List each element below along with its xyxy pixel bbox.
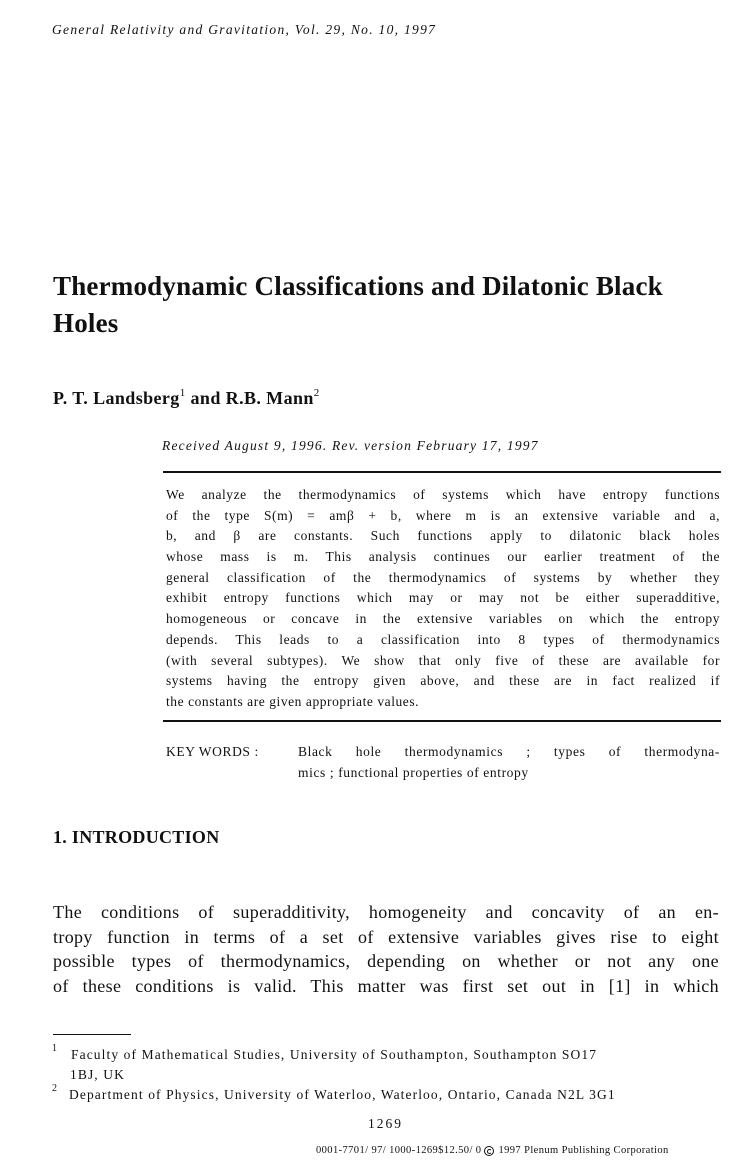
body-line: possible types of thermodynamics, depending on whether or not any one bbox=[53, 951, 719, 971]
abstract-top-rule bbox=[163, 471, 721, 473]
body-text bbox=[53, 900, 719, 998]
footnote-text: Department of Physics, University of Waterloo, Waterloo, Ontario, Canada N2L 3G1 bbox=[69, 1087, 616, 1102]
footnote-rule bbox=[53, 1034, 131, 1035]
abstract-bottom-rule bbox=[163, 720, 721, 722]
abstract-line: depends. This leads to a classification into 8 types of thermodynamics bbox=[166, 631, 720, 647]
body-line: of these conditions is valid. This matter was first set out in [1] in which bbox=[53, 975, 719, 996]
author-name: P. T. Landsberg bbox=[53, 388, 180, 408]
copyright-icon bbox=[484, 1146, 494, 1156]
publisher: 1997 Plenum Publishing Corporation bbox=[498, 1145, 669, 1156]
journal-citation: General Relativity and Gravitation, Vol. 29, No. 10, 1997 bbox=[52, 22, 437, 37]
article-title: Thermodynamic Classifications and Dilatonic Black Holes bbox=[53, 271, 663, 338]
page-number: 1269 bbox=[368, 1116, 403, 1131]
author-joiner: and bbox=[190, 388, 221, 408]
author-line bbox=[53, 388, 320, 409]
copyright-line bbox=[316, 1145, 669, 1156]
affiliation-mark: 1 bbox=[179, 387, 186, 399]
footnote-mark: 1 bbox=[52, 1043, 59, 1054]
abstract-line: of the type S(m) = amβ + b, where m is an extensive variable and a, bbox=[166, 507, 720, 523]
affiliation-mark: 2 bbox=[313, 387, 320, 399]
abstract-line: the constants are given appropriate values. bbox=[166, 693, 420, 709]
issn-code: 0001-7701/ 97/ 1000-1269$12.50/ 0 bbox=[316, 1145, 482, 1156]
abstract-line: (with several subtypes). We show that only five of these are available for bbox=[166, 652, 720, 668]
body-line: tropy function in terms of a set of extensive variables gives rise to eight bbox=[53, 926, 719, 947]
abstract bbox=[166, 485, 720, 713]
abstract-line: general classification of the thermodynamics of systems by whether they bbox=[166, 569, 720, 585]
footnote-text: 1BJ, UK bbox=[70, 1067, 125, 1082]
abstract-line: exhibit entropy functions which may or may not be either superadditive, bbox=[166, 590, 720, 606]
section-heading: 1. INTRODUCTION bbox=[53, 827, 220, 847]
received-dates: Received August 9, 1996. Rev. version February 17, 1997 bbox=[162, 438, 539, 453]
abstract-line: b, and β are constants. Such functions apply to dilatonic black holes bbox=[166, 528, 720, 544]
footnote-text: Faculty of Mathematical Studies, University of Southampton, Southampton SO17 bbox=[71, 1047, 598, 1062]
footnote-mark: 2 bbox=[52, 1083, 59, 1094]
keywords-line: Black hole thermodynamics ; types of thermodyna- bbox=[298, 744, 720, 759]
abstract-line: whose mass is m. This analysis continues our earlier treatment of the bbox=[166, 549, 720, 565]
body-line: The conditions of superadditivity, homogeneity and concavity of an en- bbox=[53, 902, 719, 922]
abstract-line: We analyze the thermodynamics of systems which have entropy functions bbox=[166, 487, 720, 502]
keywords-line: mics ; functional properties of entropy bbox=[298, 765, 529, 780]
abstract-line: systems having the entropy given above, and these are in fact realized if bbox=[166, 673, 720, 689]
keywords-label: KEY WORDS : bbox=[166, 744, 259, 759]
author-name: R.B. Mann bbox=[225, 388, 314, 408]
abstract-line: homogeneous or concave in the extensive variables on which the entropy bbox=[166, 611, 720, 627]
